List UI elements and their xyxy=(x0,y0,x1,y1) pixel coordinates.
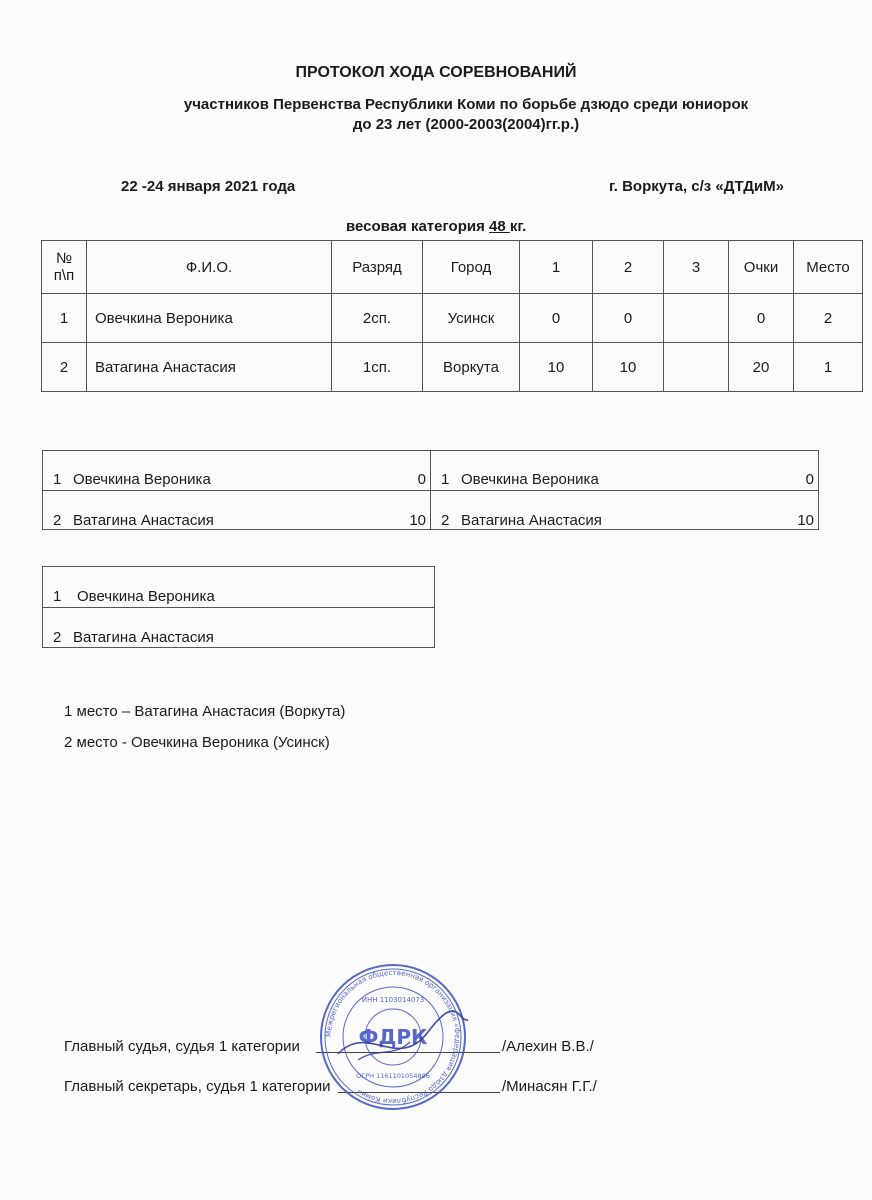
bout-1-b-name: Ватагина Анастасия xyxy=(73,512,214,529)
cell-name: Овечкина Вероника xyxy=(87,294,332,343)
cell-city: Воркута xyxy=(423,343,520,392)
bout-block-2 xyxy=(430,450,819,530)
bout-block-3 xyxy=(42,566,435,648)
chief-judge-name: /Алехин В.В./ xyxy=(502,1038,594,1055)
result-first-place: 1 место – Ватагина Анастасия (Воркута) xyxy=(64,703,346,720)
seal-outer-text: Межрегиональная общественная организация «Федерация дзюдо Республики Коми» xyxy=(323,967,463,1107)
bout-3-competitor-b xyxy=(43,608,434,648)
cell-place: 2 xyxy=(794,294,863,343)
chief-judge-role: Главный судья, судья 1 категории xyxy=(64,1038,300,1055)
cell-number: 2 xyxy=(42,343,87,392)
bout-3-b-number: 2 xyxy=(53,629,62,646)
cell-rank: 2сп. xyxy=(332,294,423,343)
event-date: 22 -24 января 2021 года xyxy=(121,178,296,195)
seal-center-text: ФДРК xyxy=(358,1025,428,1049)
bout-3-a-name: Овечкина Вероника xyxy=(77,588,215,605)
col-place: Место xyxy=(794,241,863,294)
col-rank: Разряд xyxy=(332,241,423,294)
cell-round-2: 10 xyxy=(593,343,664,392)
weight-category-suffix: кг. xyxy=(509,218,527,235)
col-round-1: 1 xyxy=(520,241,593,294)
col-round-3: 3 xyxy=(664,241,729,294)
bout-3-b-name: Ватагина Анастасия xyxy=(73,629,214,646)
event-location: г. Воркута, с/з «ДТДиМ» xyxy=(609,178,784,195)
document-title: ПРОТОКОЛ ХОДА СОРЕВНОВАНИЙ xyxy=(295,64,577,81)
table-row xyxy=(42,343,863,392)
cell-name: Ватагина Анастасия xyxy=(87,343,332,392)
result-second-place: 2 место - Овечкина Вероника (Усинск) xyxy=(64,734,330,751)
bout-2-a-name: Овечкина Вероника xyxy=(461,471,599,488)
bout-1-b-number: 2 xyxy=(53,512,62,529)
col-name: Ф.И.О. xyxy=(87,241,332,294)
cell-round-1: 0 xyxy=(520,294,593,343)
col-number xyxy=(42,241,87,294)
document-subtitle-line1: участников Первенства Республики Коми по борьбе дзюдо среди юниорок xyxy=(183,96,749,113)
weight-category-prefix: весовая категория xyxy=(346,218,490,235)
col-city: Город xyxy=(423,241,520,294)
col-number-bottom: п\п xyxy=(53,267,75,284)
cell-number: 1 xyxy=(42,294,87,343)
cell-round-1: 10 xyxy=(520,343,593,392)
document-subtitle-line2: до 23 лет (2000-2003(2004)гг.р.) xyxy=(352,116,580,133)
bout-1-competitor-a xyxy=(43,451,430,491)
col-round-2: 2 xyxy=(593,241,664,294)
bout-2-b-name: Ватагина Анастасия xyxy=(461,512,602,529)
bout-block-1 xyxy=(42,450,431,530)
cell-points: 0 xyxy=(729,294,794,343)
bout-1-a-score: 0 xyxy=(417,471,426,488)
bout-3-competitor-a xyxy=(43,567,434,608)
cell-round-3 xyxy=(664,343,729,392)
bout-1-b-score: 10 xyxy=(409,512,426,529)
bout-3-a-number: 1 xyxy=(53,588,62,605)
table-header-row xyxy=(42,241,863,294)
cell-rank: 1сп. xyxy=(332,343,423,392)
bout-1-a-number: 1 xyxy=(53,471,62,488)
col-number-top: № xyxy=(55,250,73,267)
organization-seal xyxy=(318,962,468,1112)
weight-category-value: 48 xyxy=(489,218,510,235)
bout-2-b-number: 2 xyxy=(441,512,450,529)
seal-ogrn: ОГРН 1161101054886 xyxy=(356,1072,430,1080)
cell-points: 20 xyxy=(729,343,794,392)
secretary-role: Главный секретарь, судья 1 категории xyxy=(64,1078,331,1095)
cell-round-3 xyxy=(664,294,729,343)
col-points: Очки xyxy=(729,241,794,294)
table-row xyxy=(42,294,863,343)
bout-2-b-score: 10 xyxy=(797,512,814,529)
results-table xyxy=(41,240,863,392)
bout-2-competitor-a xyxy=(431,451,818,491)
bout-2-a-score: 0 xyxy=(805,471,814,488)
secretary-name: /Минасян Г.Г./ xyxy=(502,1078,597,1095)
seal-inn: ИНН 1103014073 xyxy=(361,996,425,1004)
cell-place: 1 xyxy=(794,343,863,392)
bout-2-a-number: 1 xyxy=(441,471,450,488)
bout-1-a-name: Овечкина Вероника xyxy=(73,471,211,488)
bout-2-competitor-b xyxy=(431,491,818,531)
weight-category xyxy=(346,218,526,235)
cell-city: Усинск xyxy=(423,294,520,343)
cell-round-2: 0 xyxy=(593,294,664,343)
bout-1-competitor-b xyxy=(43,491,430,531)
